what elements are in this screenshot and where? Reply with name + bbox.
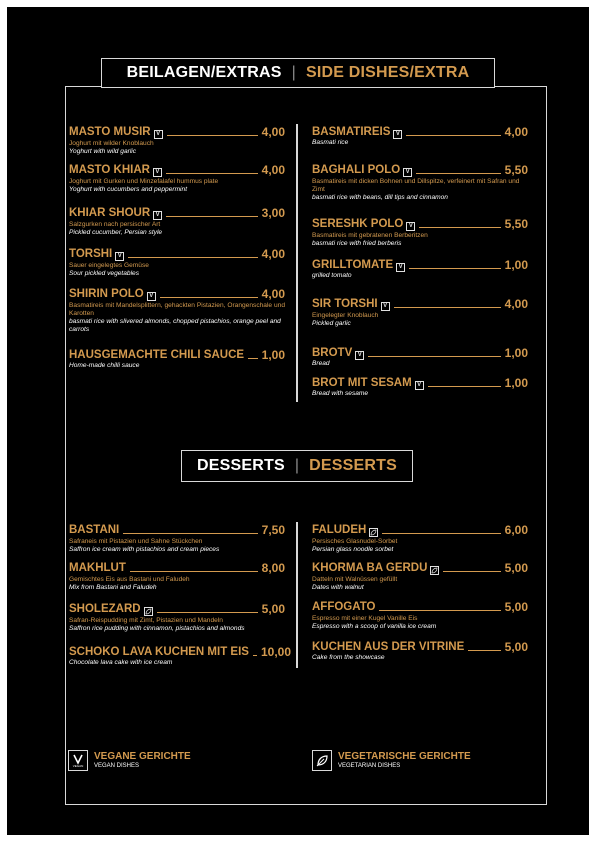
vegan-legend-de: VEGANE GERICHTE [94,751,191,762]
price-leader-line [416,173,500,174]
item-description-en: basmati rice with slivered almonds, chopped pistachios, orange peel and carrots [69,318,281,333]
item-description-de: Basmatireis mit gebratenen Berberitzen [312,232,428,239]
item-name: BASMATIREIS [312,126,391,138]
menu-item [312,601,528,631]
price-leader-line [248,358,258,359]
desserts-title-en: DESSERTS [309,457,398,474]
vegan-icon: V [403,168,412,177]
item-name: BROTV [312,347,353,359]
vegan-icon: V [393,130,402,139]
item-description-en: Saffron rice pudding with cinnamon, pistachios and almonds [69,625,245,632]
price-leader-line [160,297,258,298]
item-name: HAUSGEMACHTE CHILI SAUCE [69,349,245,361]
dessert-column-divider [296,522,298,668]
vegetarian-legend [312,750,471,771]
price-leader-line [379,610,500,611]
vegan-icon: V [115,252,124,261]
vegan-icon-sub: VEGAN [72,764,84,768]
menu-item [69,164,285,194]
side-title-de: BEILAGEN/EXTRAS [126,64,282,81]
item-name: SIR TORSHI [312,298,378,310]
item-price: 4,00 [261,125,285,139]
item-name: GRILLTOMATE [312,259,394,271]
price-leader-line [428,386,501,387]
price-leader-line [406,135,500,136]
item-name: BROT MIT SESAM [312,377,412,389]
price-leader-line [157,612,258,613]
item-name: MASTO KHIAR [69,164,150,176]
item-price: 4,00 [504,125,528,139]
item-description-en: Basmati rice [312,139,349,146]
item-description-de: Espresso mit einer Kugel Vanille Eis [312,615,418,622]
item-description-de: Joghurt mit wilder Knoblauch [69,140,154,147]
vegan-icon: V [396,263,405,272]
vegan-icon: V [147,292,156,301]
menu-item [312,126,528,147]
item-name: SERESHK POLO [312,218,404,230]
item-description-de: Eingelegter Knoblauch [312,312,379,319]
price-leader-line [123,533,257,534]
item-price: 7,50 [261,523,285,537]
vegan-legend-en: VEGAN DISHES [94,763,140,769]
item-name: MAKHLUT [69,562,126,574]
item-description-en: Sour pickled vegetables [69,270,140,277]
desserts-title-separator: | [294,457,300,474]
menu-item [69,645,291,667]
vegan-icon: V [381,302,390,311]
menu-item [69,603,285,633]
item-price: 4,00 [261,247,285,261]
menu-item [69,349,285,370]
desserts-title-de: DESSERTS [196,457,285,474]
price-leader-line [130,571,258,572]
item-description-en: Bread with sesame [312,390,369,397]
item-description-en: Persian glass noodle sorbet [312,546,394,553]
item-description-de: Basmatireis mit Mandelsplittern, gehackten Pistazien, Orangenschale und Karotten [69,302,285,317]
menu-item [312,298,528,328]
item-price: 5,00 [261,602,285,616]
item-description-en: Pickled cucumber, Persian style [69,229,163,236]
item-description-en: Dates with walnut [312,584,364,591]
item-price: 4,00 [261,163,285,177]
item-price: 1,00 [504,346,528,360]
menu-item [69,288,285,334]
item-price: 6,00 [504,523,528,537]
item-name: SHIRIN POLO [69,288,144,300]
price-leader-line [166,216,258,217]
vegetarian-leaf-icon [144,607,153,616]
item-price: 1,00 [504,376,528,390]
menu-item [69,126,285,156]
side-column-divider [296,124,298,402]
item-description-de: Gemischtes Eis aus Bastani und Faludeh [69,576,190,583]
item-price: 4,00 [261,287,285,301]
item-price: 1,00 [261,348,285,362]
item-description-en: Saffron ice cream with pistachios and cream pieces [69,546,220,553]
item-description-de: Salzgurken nach persischer Art [69,221,161,228]
leaf-icon [312,750,332,771]
menu-item [312,562,528,592]
item-description-de: Safraneis mit Pistazien und Sahne Stückchen [69,538,203,545]
item-name: BAGHALI POLO [312,164,401,176]
menu-item [69,248,285,278]
price-leader-line [368,356,500,357]
menu-item [69,562,285,592]
vegetarian-legend-en: VEGETARIAN DISHES [338,763,401,769]
item-description-en: Chocolate lava cake with ice cream [69,659,173,666]
price-leader-line [166,173,258,174]
item-price: 5,00 [504,561,528,575]
item-description-en: grilled tomato [312,272,352,279]
item-description-en: Yoghurt with cucumbers and peppermint [69,186,188,193]
item-description-de: Sauer eingelegtes Gemüse [69,262,149,269]
price-leader-line [167,135,258,136]
item-name: BASTANI [69,524,120,536]
vegetarian-legend-de: VEGETARISCHE GERICHTE [338,751,471,762]
price-leader-line [443,571,500,572]
item-price: 10,00 [260,645,291,659]
item-name: FALUDEH [312,524,367,536]
menu-item [312,347,528,368]
item-description-de: Basmatireis mit dicken Bohnen und Dillspitze, verfeinert mit Safran und Zimt [312,178,520,193]
menu-item [69,207,285,237]
menu-item [312,164,528,202]
item-name: TORSHI [69,248,113,260]
item-price: 1,00 [504,258,528,272]
vegan-icon [68,750,88,771]
item-price: 5,00 [504,640,528,654]
item-name: KHORMA BA GERDU [312,562,428,574]
menu-item [312,218,528,248]
item-description-en: Yoghurt with wild garlic [69,148,137,155]
item-name: AFFOGATO [312,601,376,613]
vegan-legend [68,750,191,771]
vegan-icon: V [154,130,163,139]
item-description-en: Mix from Bastani and Faludeh [69,584,157,591]
item-description-en: Cake from the showcase [312,654,385,661]
price-leader-line [382,533,500,534]
vegan-icon: V [355,351,364,360]
item-name: MASTO MUSIR [69,126,151,138]
vegetarian-leaf-icon [369,528,378,537]
item-price: 5,50 [504,163,528,177]
item-description-en: Espresso with a scoop of vanilla ice cream [312,623,437,630]
item-description-de: Joghurt mit Gurken und Minzefalafel hummus plate [69,178,219,185]
menu-item [312,259,528,280]
item-description-en: basmati rice with beans, dill tips and cinnamon [312,194,448,201]
item-description-en: Pickled garlic [312,320,351,327]
item-description-de: Datteln mit Walnüssen gefüllt [312,576,398,583]
menu-item [312,524,528,554]
item-name: SHOLEZARD [69,603,141,615]
menu-item [312,641,528,662]
item-description-en: Home-made chilli sauce [69,362,140,369]
price-leader-line [128,257,257,258]
item-price: 5,50 [504,217,528,231]
item-description-de: Persisches Glasnudel-Sorbet [312,538,398,545]
price-leader-line [253,655,257,656]
vegetarian-leaf-icon [430,566,439,575]
item-price: 5,00 [504,600,528,614]
vegan-icon: V [406,222,415,231]
item-price: 8,00 [261,561,285,575]
vegan-icon: V [153,211,162,220]
item-description-de: Safran-Reispudding mit Zimt, Pistazien und Mandeln [69,617,223,624]
price-leader-line [409,268,501,269]
item-price: 3,00 [261,206,285,220]
item-name: SCHOKO LAVA KUCHEN MIT EIS [69,646,249,658]
menu-item [312,377,528,398]
vegan-icon: V [415,381,424,390]
item-name: KHIAR SHOUR [69,207,151,219]
price-leader-line [394,307,501,308]
side-title-en: SIDE DISHES/EXTRA [305,64,470,81]
item-description-en: basmati rice with fried berberis [312,240,402,247]
side-dishes-title [101,58,495,88]
price-leader-line [468,650,500,651]
item-price: 4,00 [504,297,528,311]
item-name: KUCHEN AUS DER VITRINE [312,641,465,653]
menu-item [69,524,285,554]
desserts-title [181,450,413,482]
vegan-icon: V [153,168,162,177]
title-separator: | [291,64,296,81]
item-description-en: Bread [312,360,330,367]
price-leader-line [419,227,500,228]
